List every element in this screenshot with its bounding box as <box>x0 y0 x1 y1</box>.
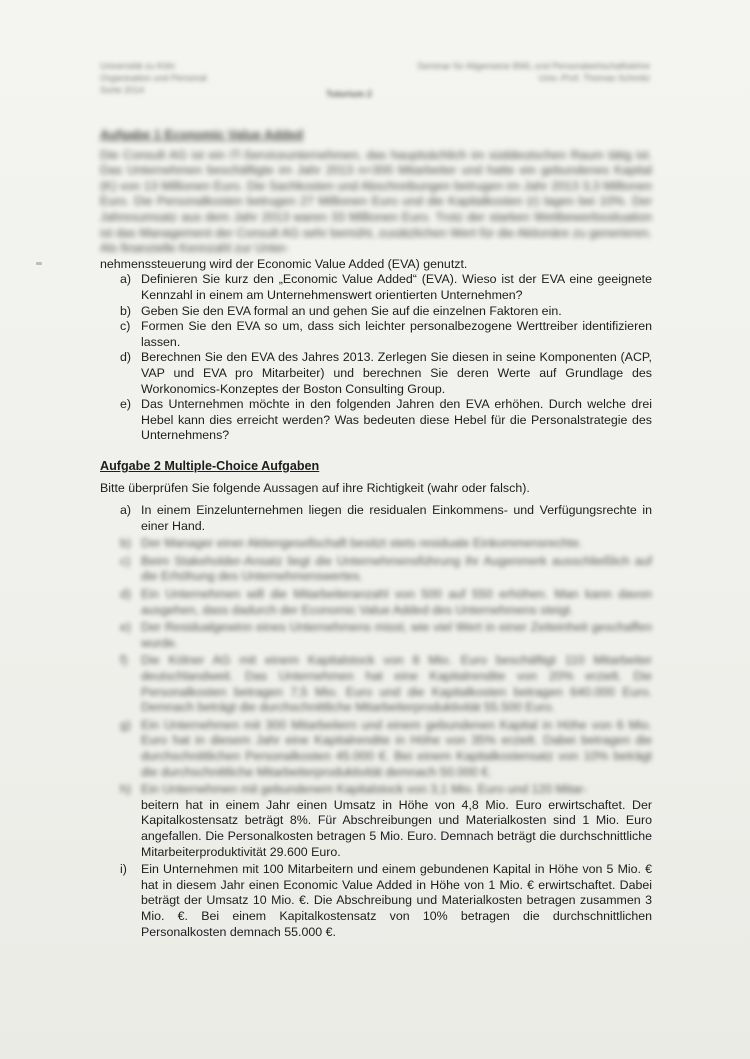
item-label: d) <box>120 350 132 365</box>
item-text: Ein Unternehmen mit 100 Mitarbeitern und einem gebundenen Kapital in Höhe von 5 Mio. € hat in diesem Jahr einen Economic Value Added in Höhe von 1 Mio. € erwirtschaftet. Dabei beträgt der Umsatz 10 Mio. €. Die Abschreibung und Materialkosten betragen zusammen 3 Mio. €. Bei einem Kapitalkostensatz von 10% betragen die durchschnittlichen Personalkosten demnach 55.000 €. <box>141 862 652 939</box>
header-left-line: Organisation und Personal <box>100 73 207 83</box>
item-label: e) <box>120 397 132 412</box>
item-label: g) <box>120 717 132 732</box>
list-item <box>120 272 652 303</box>
item-text: Die Kölner AG mit einem Kapitalstock von 8 Mio. Euro beschäftigt 110 Mitarbeiter deutschlandweit. Das Unternehmen hat eine Kapitalrendite von 20% erzielt. Die Personalkosten betragen 7,5 Mio. Euro und die Kapitalkosten betragen 640.000 Euro. Demnach beträgt die durchschnittliche Mitarbeiterproduktivität 55.500 Euro. <box>141 653 652 715</box>
list-item <box>120 319 652 350</box>
header-center: Tutorium 2 <box>326 89 372 99</box>
task1-intro-tail: nehmenssteuerung wird der Economic Value Added (EVA) genutzt. <box>100 256 468 271</box>
header-left <box>100 60 207 96</box>
item-text: Der Manager einer Aktiengesellschaft besitzt stets residuale Einkommensrechte. <box>141 536 583 551</box>
list-item <box>120 862 652 940</box>
item-text: Definieren Sie kurz den „Economic Value Added“ (EVA). Wieso ist der EVA eine geeignete Kennzahl in einem am Unternehmenswert orientierten Unternehmen? <box>141 272 652 302</box>
list-item <box>120 782 652 860</box>
list-item-blurred <box>120 718 652 780</box>
list-item-blurred <box>120 587 652 618</box>
list-item <box>120 397 652 444</box>
task2-list <box>100 503 652 940</box>
item-label: f) <box>120 653 128 668</box>
item-label: d) <box>120 587 132 602</box>
item-text: Beim Stakeholder-Ansatz liegt die Unternehmensführung ihr Augenmerk ausschließlich auf die Erhöhung des Unternehmenswertes. <box>141 553 652 584</box>
item-text: Geben Sie den EVA formal an und gehen Sie auf die einzelnen Faktoren ein. <box>141 303 562 318</box>
item-text: beitern hat in einem Jahr einen Umsatz in Höhe von 4,8 Mio. Euro erwirtschaftet. Der Kapitalkostensatz beträgt 8%. Für Abschreibungen und Materialkosten sind 1 Mio. Euro angefallen. Die Personalkosten betragen 5 Mio. Euro. Demnach beträgt die durchschnittliche Mitarbeiterproduktivität 29.600 Euro. <box>141 797 652 859</box>
header-right <box>417 60 650 84</box>
header-right-line: Univ.-Prof. Thomas Schmitz <box>538 73 650 83</box>
task2-title: Aufgabe 2 Multiple-Choice Aufgaben <box>100 458 320 473</box>
item-text: Das Unternehmen möchte in den folgenden Jahren den EVA erhöhen. Durch welche drei Hebel kann dies erreicht werden? Was bedeuten diese Hebel für die Personalstrategie des Unternehmens? <box>141 397 652 443</box>
item-label: e) <box>120 620 132 635</box>
item-label: h) <box>120 782 132 797</box>
item-text: Ein Unternehmen will die Mitarbeiteranzahl von 500 auf 550 erhöhen. Man kann davon ausgehen, dass dadurch der Economic Value Added des Unternehmens steigt. <box>141 587 652 617</box>
list-item <box>120 304 652 320</box>
list-item <box>120 350 652 397</box>
item-text: Formen Sie den EVA so um, dass sich leichter personalbezogene Werttreiber identifizieren lassen. <box>141 319 652 349</box>
item-label: a) <box>120 272 132 287</box>
task1-title: Aufgabe 1 Economic Value Added <box>100 128 304 142</box>
item-label: a) <box>120 503 132 518</box>
item-label: i) <box>120 862 127 877</box>
item-text: Berechnen Sie den EVA des Jahres 2013. Zerlegen Sie diesen in seine Komponenten (ACP, VAP und EVA pro Mitarbeiter) und berechnen Sie deren Werte auf Grundlage des Workonomics-Konzeptes der Boston Consulting Group. <box>141 350 652 396</box>
item-label: b) <box>120 536 132 551</box>
item-label: c) <box>120 553 131 568</box>
item-label: c) <box>120 319 131 334</box>
item-text: Der Residualgewinn eines Unternehmens misst, wie viel Wert in einer Zeiteinheit geschaffen wurde. <box>141 620 652 650</box>
document-body <box>100 128 652 942</box>
item-text: Ein Unternehmen mit 300 Mitarbeitern und einem gebundenen Kapital in Höhe von 6 Mio. Euro hat in diesem Jahr eine Kapitalrendite in Höhe von 35% erzielt. Dabei betragen die durchschnittlichen Personalkosten 45.000 €. Bei einem Kapitalkostensatz von 10% beträgt die durchschnittliche Mitarbeiterproduktivität demnach 50.000 €. <box>141 717 652 779</box>
item-text: In einem Einzelunternehmen liegen die residualen Einkommens- und Verfügungsrechte in einer Hand. <box>141 503 652 533</box>
header-left-line: Sorte 2014 <box>100 85 145 95</box>
list-item-blurred <box>120 536 652 552</box>
list-item-blurred <box>120 653 652 715</box>
task1-blurred-intro: Die Consult AG ist ein IT-Serviceunternehmen, das hauptsächlich im süddeutschen Raum tätig ist. Das Unternehmen beschäftigte im Jahr 2013 n=300 Mitarbeiter und hatte ein gebundenes Kapital (K) von 13 Millionen Euro. Die Sachkosten und Abschreibungen betrugen im Jahr 2013 3,3 Millionen Euro. Die Personalkosten betrugen 27 Millionen Euro und die Kapitalkosten (r) lagen bei 10%. Der Jahresumsatz aus dem Jahr 2013 waren 33 Millionen Euro. Trotz der starken Wettbewerbssituation ist das Management der Consult AG sehr bemüht, zusätzlichen Wert für die Aktionäre zu generieren. Als finanzielle Kennzahl zur Unter- <box>100 147 652 256</box>
scan-mark <box>36 262 42 265</box>
header-right-line: Seminar für Allgemeine BWL und Personalwirtschaftslehre <box>417 61 650 71</box>
header-left-line: Universität zu Köln <box>100 61 176 71</box>
item-text-blurred: Ein Unternehmen mit gebundenem Kapitalstock von 3,1 Mio. Euro und 120 Mitar- <box>141 782 588 797</box>
list-item-blurred <box>120 620 652 651</box>
task1-list <box>100 272 652 444</box>
task2-intro: Bitte überprüfen Sie folgende Aussagen auf ihre Richtigkeit (wahr oder falsch). <box>100 481 530 496</box>
list-item <box>120 503 652 534</box>
item-label: b) <box>120 303 132 318</box>
list-item-blurred <box>120 554 652 585</box>
